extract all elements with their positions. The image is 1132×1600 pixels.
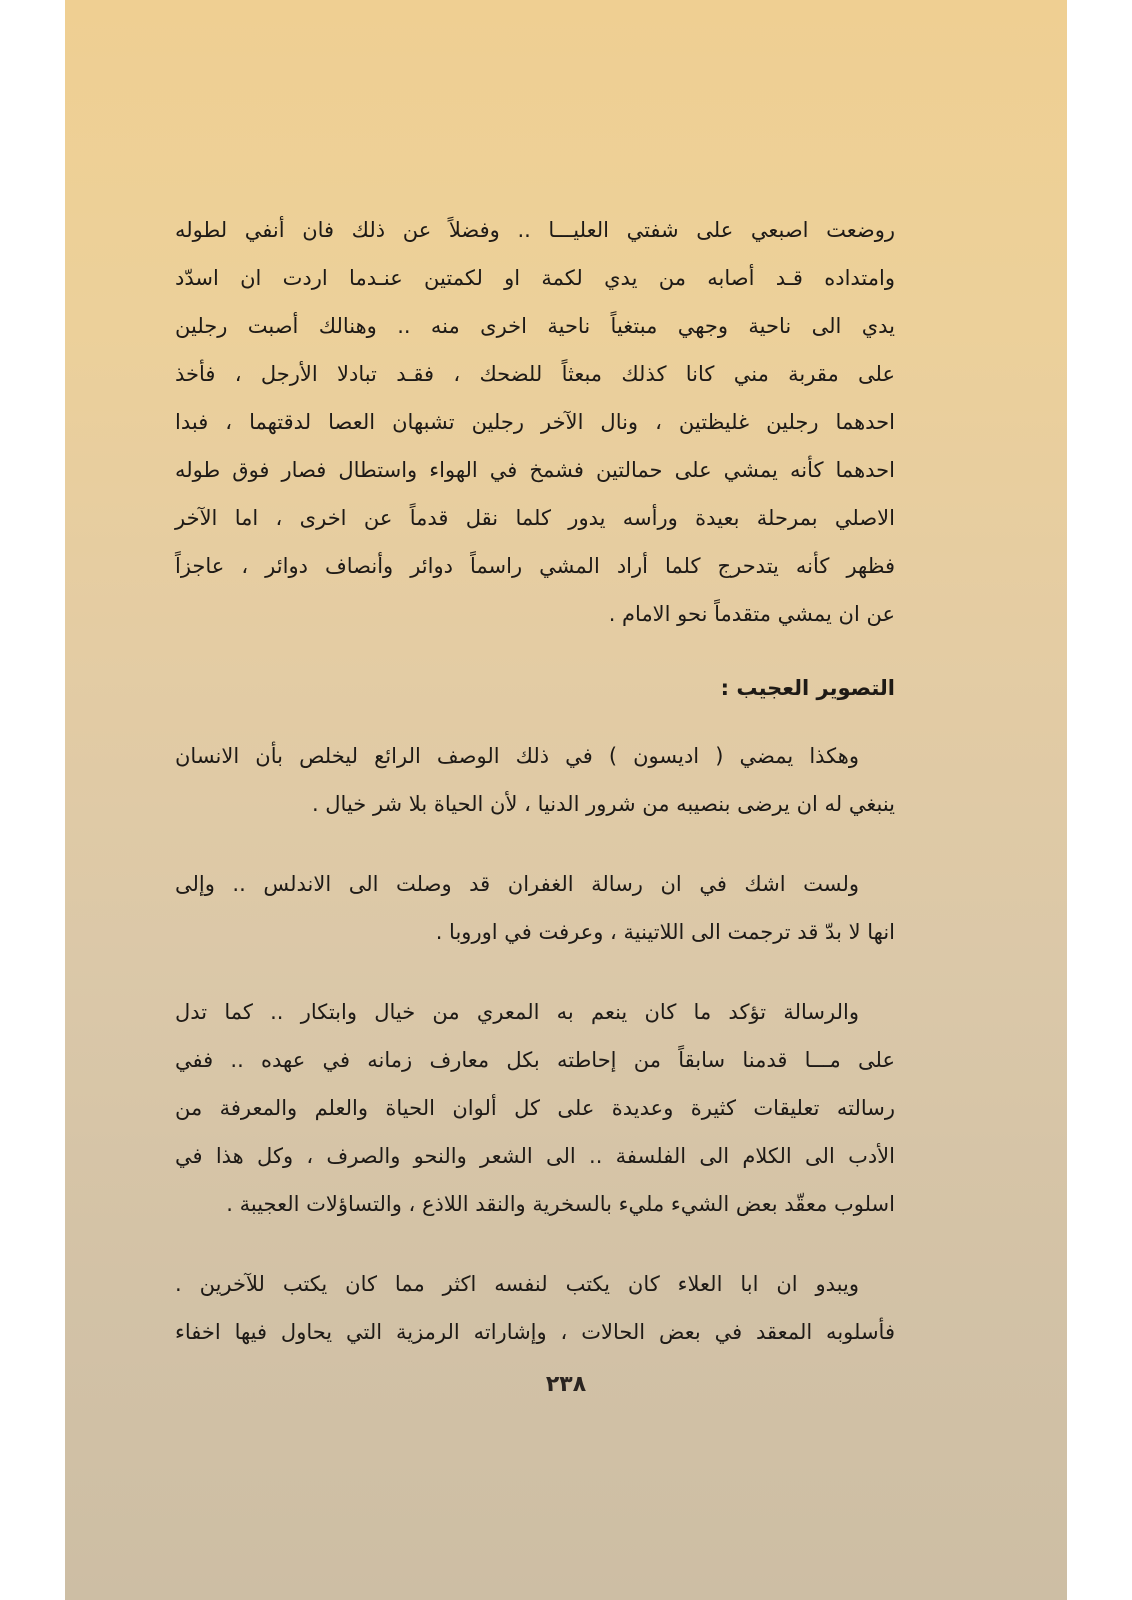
text-line: على مقربة مني كانا كذلك مبعثاً للضحك ، فقـد تبادلا الأرجل ، فأخذ <box>175 362 895 386</box>
text-line: احدهما كأنه يمشي على حمالتين فشمخ في الهواء واستطال فصار فوق طوله <box>175 458 895 482</box>
text-line: ينبغي له ان يرضى بنصيبه من شرور الدنيا ، لأن الحياة بلا شر خيال . <box>311 792 895 816</box>
text-line: الاصلي بمرحلة بعيدة ورأسه يدور كلما نقل قدماً عن اخرى ، اما الآخر <box>175 506 895 530</box>
text-line: ولست اشك في ان رسالة الغفران قد وصلت الى الاندلس .. وإلى <box>175 872 859 896</box>
text-line: عن ان يمشي متقدماً نحو الامام . <box>608 602 895 626</box>
text-line: احدهما رجلين غليظتين ، ونال الآخر رجلين تشبهان العصا لدقتهما ، فبدا <box>175 410 895 434</box>
page-body-text <box>175 0 895 1600</box>
text-line: انها لا بدّ قد ترجمت الى اللاتينية ، وعرفت في اوروبا . <box>435 920 895 944</box>
text-line: يدي الى ناحية وجهي مبتغياً ناحية اخرى منه .. وهنالك أصبت رجلين <box>175 314 895 338</box>
text-line: وامتداده قـد أصابه من يدي لكمة او لكمتين عنـدما اردت ان اسدّد <box>175 266 895 290</box>
page-number: ٢٣٨ <box>545 1372 587 1397</box>
text-line: على مـــا قدمنا سابقاً من إحاطته بكل معارف زمانه في عهده .. ففي <box>175 1048 895 1072</box>
book-page <box>65 0 1067 1600</box>
text-line: وهكذا يمضي ( اديسون ) في ذلك الوصف الرائع ليخلص بأن الانسان <box>175 744 859 768</box>
text-line: روضعت اصبعي على شفتي العليـــا .. وفضلاً عن ذلك فان أنفي لطوله <box>175 218 895 242</box>
section-heading: التصوير العجيب : <box>720 676 895 700</box>
text-line: اسلوب معقّد بعض الشيء مليء بالسخرية والنقد اللاذع ، والتساؤلات العجيبة . <box>226 1192 895 1216</box>
text-line: رسالته تعليقات كثيرة وعديدة على كل ألوان الحياة والعلم والمعرفة من <box>175 1096 895 1120</box>
text-line: ويبدو ان ابا العلاء كان يكتب لنفسه اكثر مما كان يكتب للآخرين . <box>175 1272 859 1296</box>
text-line: فأسلوبه المعقد في بعض الحالات ، وإشاراته الرمزية التي يحاول فيها اخفاء <box>175 1320 895 1344</box>
text-line: فظهر كأنه يتدحرج كلما أراد المشي راسماً دوائر وأنصاف دوائر ، عاجزاً <box>175 554 895 578</box>
text-line: والرسالة تؤكد ما كان ينعم به المعري من خيال وابتكار .. كما تدل <box>175 1000 859 1024</box>
text-line: الأدب الى الكلام الى الفلسفة .. الى الشعر والنحو والصرف ، وكل هذا في <box>175 1144 895 1168</box>
